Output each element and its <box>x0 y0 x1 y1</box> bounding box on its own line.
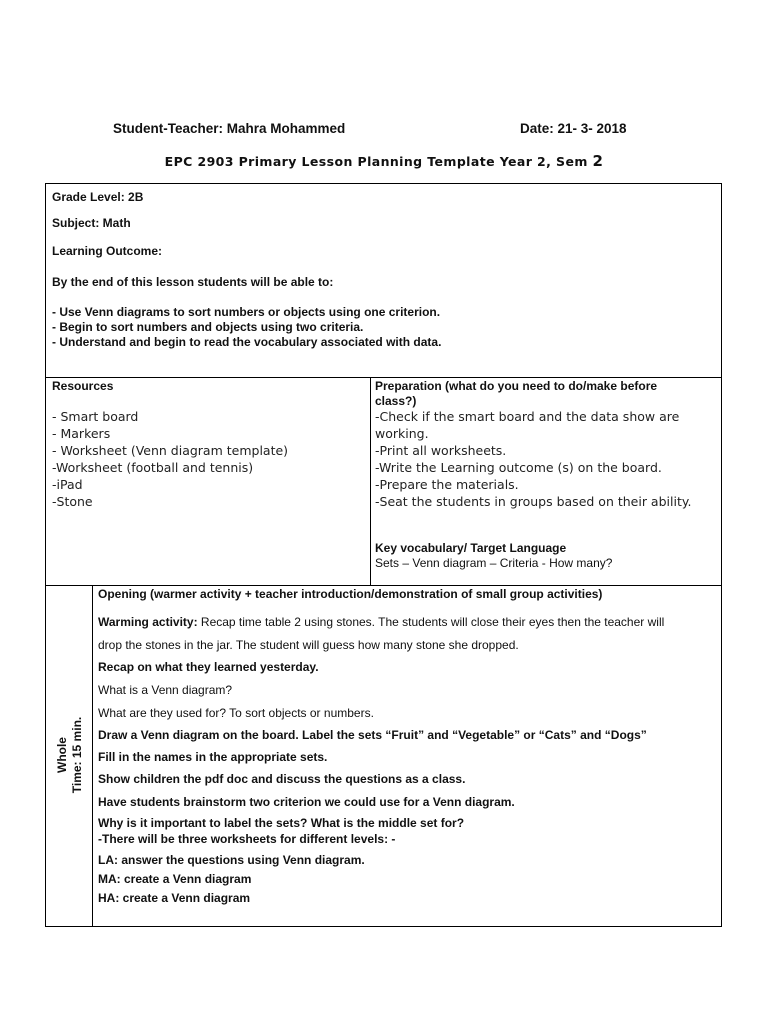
level-la-line: LA: answer the questions using Venn diagram. <box>98 853 365 867</box>
resource-item: - Markers <box>52 426 111 441</box>
resource-item: -Worksheet (football and tennis) <box>52 460 254 475</box>
learning-outcome-label: Learning Outcome: <box>52 244 163 258</box>
preparation-item: -Write the Learning outcome (s) on the board. <box>375 460 662 475</box>
opening-heading: Opening (warmer activity + teacher introduction/demonstration of small group activities) <box>98 587 603 601</box>
resources-heading: Resources <box>52 379 114 393</box>
subject: Subject: Math <box>52 216 131 230</box>
show-pdf-line: Show children the pdf doc and discuss the questions as a class. <box>98 772 466 786</box>
preparation-heading: Preparation (what do you need to do/make before <box>375 379 658 393</box>
resource-item: -Stone <box>52 494 93 509</box>
warming-activity <box>98 615 664 629</box>
recap-line: Recap on what they learned yesterday. <box>98 660 319 674</box>
why-label-line: Why is it important to label the sets? What is the middle set for? <box>98 816 465 830</box>
fill-names-line: Fill in the names in the appropriate sets. <box>98 750 328 764</box>
warming-activity-label: Warming activity: <box>98 615 198 629</box>
resource-item: - Worksheet (Venn diagram template) <box>52 443 289 458</box>
title-main: EPC 2903 Primary Lesson Planning Template Year 2, Sem <box>164 154 593 169</box>
resource-item: -iPad <box>52 477 83 492</box>
column-divider <box>92 586 93 926</box>
preparation-heading-cont: class?) <box>375 394 417 408</box>
preparation-item: -Check if the smart board and the data show are <box>375 409 680 424</box>
grade-level: Grade Level: 2B <box>52 190 144 204</box>
key-vocabulary-heading: Key vocabulary/ Target Language <box>375 541 567 555</box>
outcome-item: - Use Venn diagrams to sort numbers or objects using one criterion. <box>52 305 441 319</box>
preparation-item: -Print all worksheets. <box>375 443 507 458</box>
page-title <box>0 152 768 170</box>
student-teacher-name: Student-Teacher: Mahra Mohammed <box>113 121 346 136</box>
key-vocabulary: Sets – Venn diagram – Criteria - How many? <box>375 556 613 570</box>
worksheets-line: -There will be three worksheets for different levels: - <box>98 832 396 846</box>
brainstorm-line: Have students brainstorm two criterion we could use for a Venn diagram. <box>98 795 515 809</box>
level-ha-line: HA: create a Venn diagram <box>98 891 251 905</box>
preparation-item: -Seat the students in groups based on their ability. <box>375 494 692 509</box>
preparation-item: working. <box>375 426 429 441</box>
draw-venn-line: Draw a Venn diagram on the board. Label the sets “Fruit” and “Vegetable” or “Cats” and “Dogs” <box>98 728 647 742</box>
title-sem-number: 2 <box>592 152 604 170</box>
preparation-item: -Prepare the materials. <box>375 477 519 492</box>
resource-item: - Smart board <box>52 409 139 424</box>
outcome-item: - Begin to sort numbers and objects using two criteria. <box>52 320 364 334</box>
whole-time-label <box>50 700 90 810</box>
column-divider <box>370 378 371 585</box>
warming-activity-text: Recap time table 2 using stones. The students will close their eyes then the teacher will <box>197 615 665 629</box>
lesson-date: Date: 21- 3- 2018 <box>520 121 627 136</box>
level-ma-line: MA: create a Venn diagram <box>98 872 252 886</box>
whole-label: Whole <box>55 737 69 774</box>
outcome-intro: By the end of this lesson students will be able to: <box>52 275 334 289</box>
time-label: Time: 15 min. <box>70 716 84 794</box>
question-line: What is a Venn diagram? <box>98 683 233 697</box>
outcome-item: - Understand and begin to read the vocabulary associated with data. <box>52 335 442 349</box>
question-line: What are they used for? To sort objects or numbers. <box>98 706 374 720</box>
warming-activity-cont: drop the stones in the jar. The student will guess how many stone she dropped. <box>98 638 519 652</box>
